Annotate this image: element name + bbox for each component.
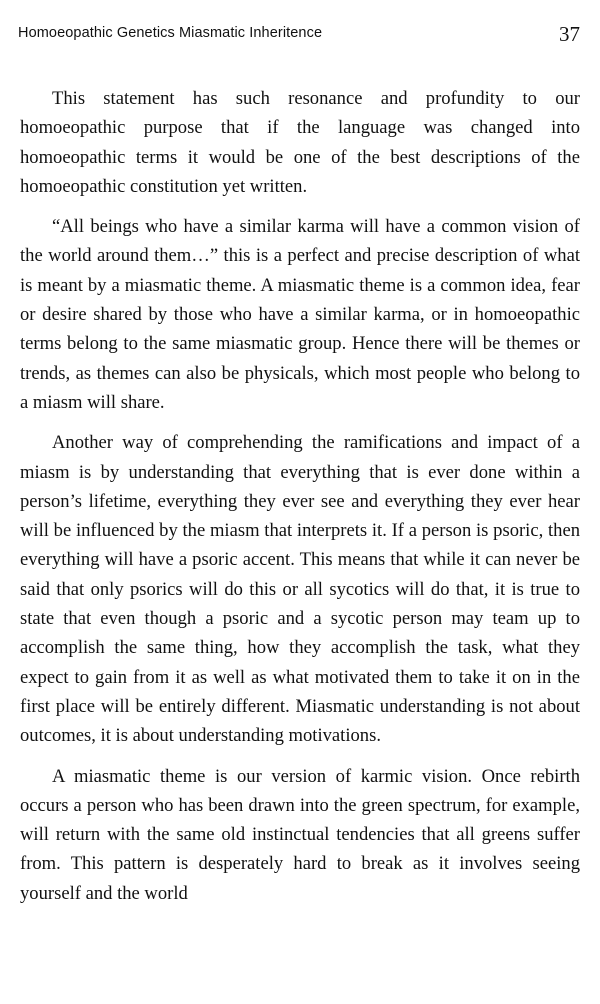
running-header xyxy=(18,22,582,50)
paragraph-1: This statement has such resonance and profundity to our homoeopathic purpose that if the language was changed into homoeopathic terms it would be one of the best descriptions of the homoeopathic constitution yet written. xyxy=(20,88,580,197)
paragraph-2: “All beings who have a similar karma will have a common vision of the world around them…” this is a perfect and precise description of what is meant by a miasmatic theme. A miasmatic theme is a common idea, fear or desire shared by those who have a similar karma, or in homoeopathic terms belong to the same miasmatic group. Hence there will be themes or trends, as themes can also be physicals, which most people who belong to a miasm will share. xyxy=(20,216,580,413)
page-number: 37 xyxy=(559,22,580,46)
paragraph-4: A miasmatic theme is our version of karmic vision. Once rebirth occurs a person who has been drawn into the green spectrum, for example, will return with the same old instinctual tendencies that all greens suffer from. This pattern is desperately hard to break as it involves seeing yourself and the world xyxy=(20,765,580,904)
body-text xyxy=(20,84,580,919)
running-header-title: Homoeopathic Genetics Miasmatic Inheritence xyxy=(18,25,323,41)
paragraph-3: Another way of comprehending the ramifications and impact of a miasm is by understanding that everything that is ever done within a person’s lifetime, everything they ever see and everything they ever hear will be influenced by the miasm that interprets it. If a person is psoric, then everything will have a psoric accent. This means that while it can never be said that only psorics will do this or all sycotics will do that, it is true to state that even though a psoric and a sycotic person may team up to accomplish the same thing, how they accomplish the task, what they expect to gain from it as well as what motivated them to take it on in the first place will be entirely different. Miasmatic understanding is not about outcomes, it is about understanding motivations. xyxy=(20,432,580,747)
